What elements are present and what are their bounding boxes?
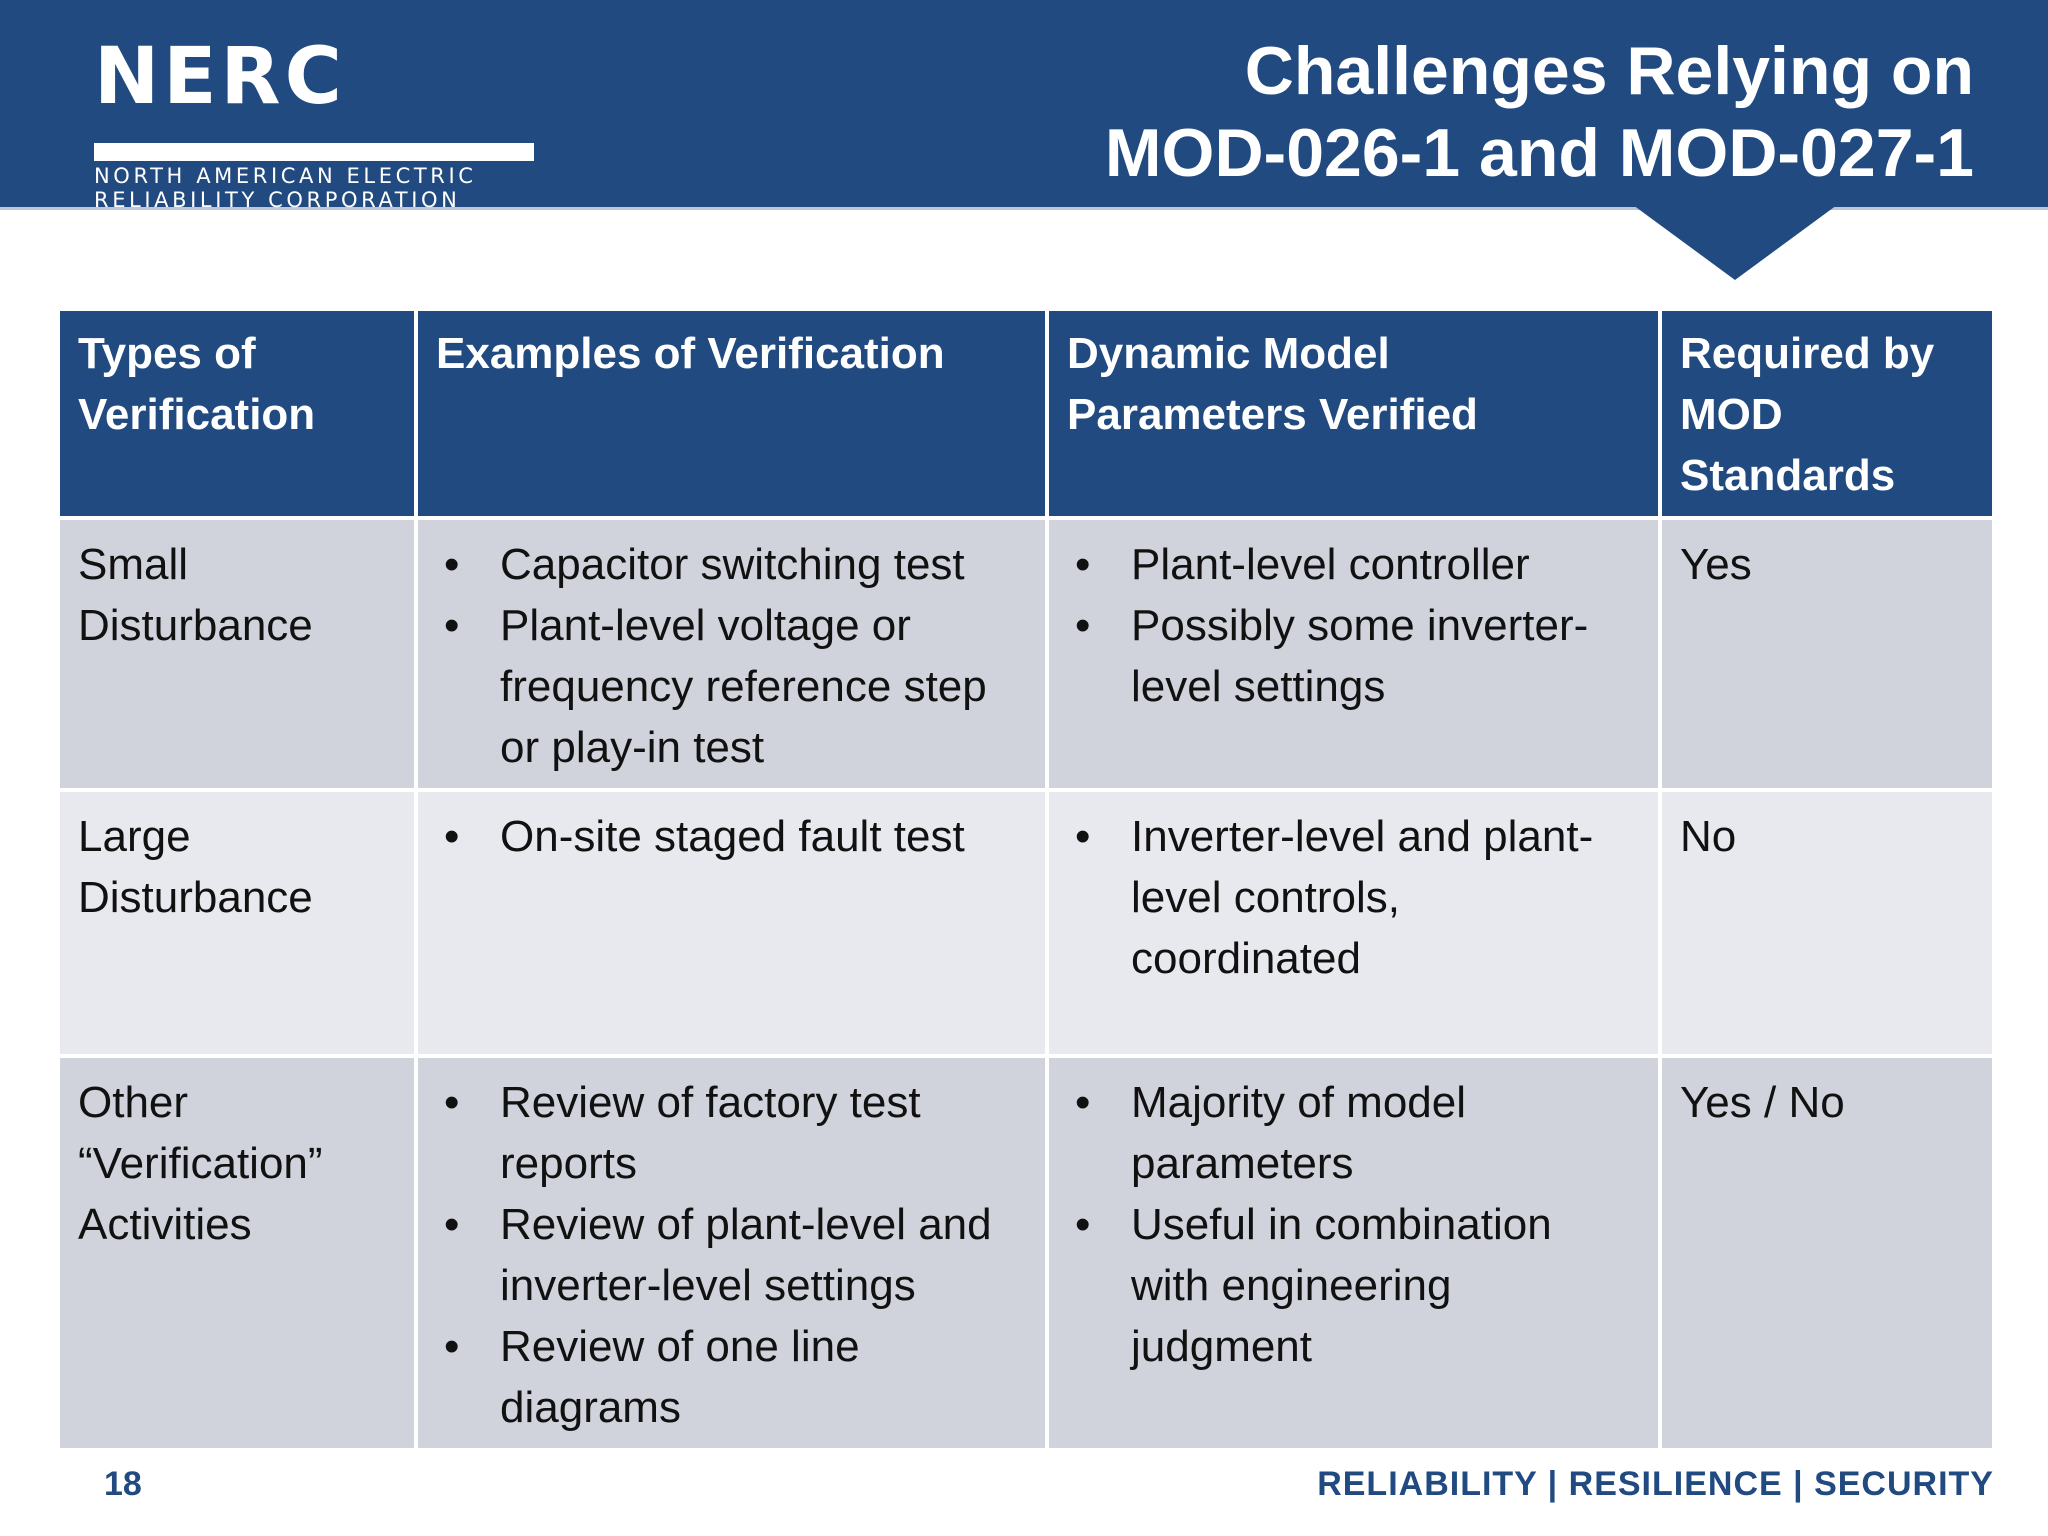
table-header-row	[58, 309, 1994, 518]
required-cell: No	[1660, 790, 1994, 1056]
list-item: • Possibly some inverter-level settings	[1067, 595, 1640, 717]
examples-cell	[416, 790, 1047, 1056]
parameters-list	[1067, 534, 1640, 717]
logo-subtitle	[94, 164, 534, 212]
slide-title-line2: MOD-026-1 and MOD-027-1	[1104, 115, 1974, 191]
list-item: • On-site staged fault test	[436, 806, 1027, 867]
parameters-list	[1067, 806, 1640, 989]
examples-cell	[416, 518, 1047, 790]
slide-title-line1: Challenges Relying on	[1244, 33, 1974, 109]
list-item: • Review of plant-level and inverter-level settings	[436, 1194, 1027, 1316]
nerc-logo	[94, 32, 534, 212]
column-header: Examples of Verification	[416, 309, 1047, 518]
list-item: • Majority of model parameters	[1067, 1072, 1640, 1194]
verification-table	[56, 307, 1996, 1452]
examples-cell	[416, 1056, 1047, 1450]
footer-tagline: RELIABILITY | RESILIENCE | SECURITY	[1317, 1465, 1994, 1503]
type-cell: Small Disturbance	[58, 518, 416, 790]
parameters-cell	[1047, 518, 1660, 790]
list-item: • Plant-level controller	[1067, 534, 1640, 595]
parameters-cell	[1047, 790, 1660, 1056]
required-cell: Yes / No	[1660, 1056, 1994, 1450]
examples-list	[436, 1072, 1027, 1438]
table-row	[58, 1056, 1994, 1450]
list-item: • Capacitor switching test	[436, 534, 1027, 595]
logo-bar	[94, 143, 534, 161]
parameters-cell	[1047, 1056, 1660, 1450]
examples-list	[436, 534, 1027, 778]
slide-title	[874, 30, 1974, 194]
logo-wordmark: NERC	[94, 32, 346, 122]
required-cell: Yes	[1660, 518, 1994, 790]
column-header: Dynamic Model Parameters Verified	[1047, 309, 1660, 518]
logo-subtitle-line2: RELIABILITY CORPORATION	[94, 188, 461, 212]
type-cell: Other “Verification” Activities	[58, 1056, 416, 1450]
column-header: Types of Verification	[58, 309, 416, 518]
column-header: Required by MOD Standards	[1660, 309, 1994, 518]
list-item: • Review of one line diagrams	[436, 1316, 1027, 1438]
page-number: 18	[104, 1465, 142, 1503]
examples-list	[436, 806, 1027, 867]
logo-subtitle-line1: NORTH AMERICAN ELECTRIC	[94, 164, 477, 188]
chevron-down-icon	[1633, 205, 1837, 280]
type-cell: Large Disturbance	[58, 790, 416, 1056]
list-item: • Review of factory test reports	[436, 1072, 1027, 1194]
table-row	[58, 518, 1994, 790]
list-item: • Plant-level voltage or frequency reference step or play-in test	[436, 595, 1027, 778]
table-row	[58, 790, 1994, 1056]
list-item: • Useful in combination with engineering judgment	[1067, 1194, 1640, 1377]
parameters-list	[1067, 1072, 1640, 1377]
list-item: • Inverter-level and plant-level controls, coordinated	[1067, 806, 1640, 989]
